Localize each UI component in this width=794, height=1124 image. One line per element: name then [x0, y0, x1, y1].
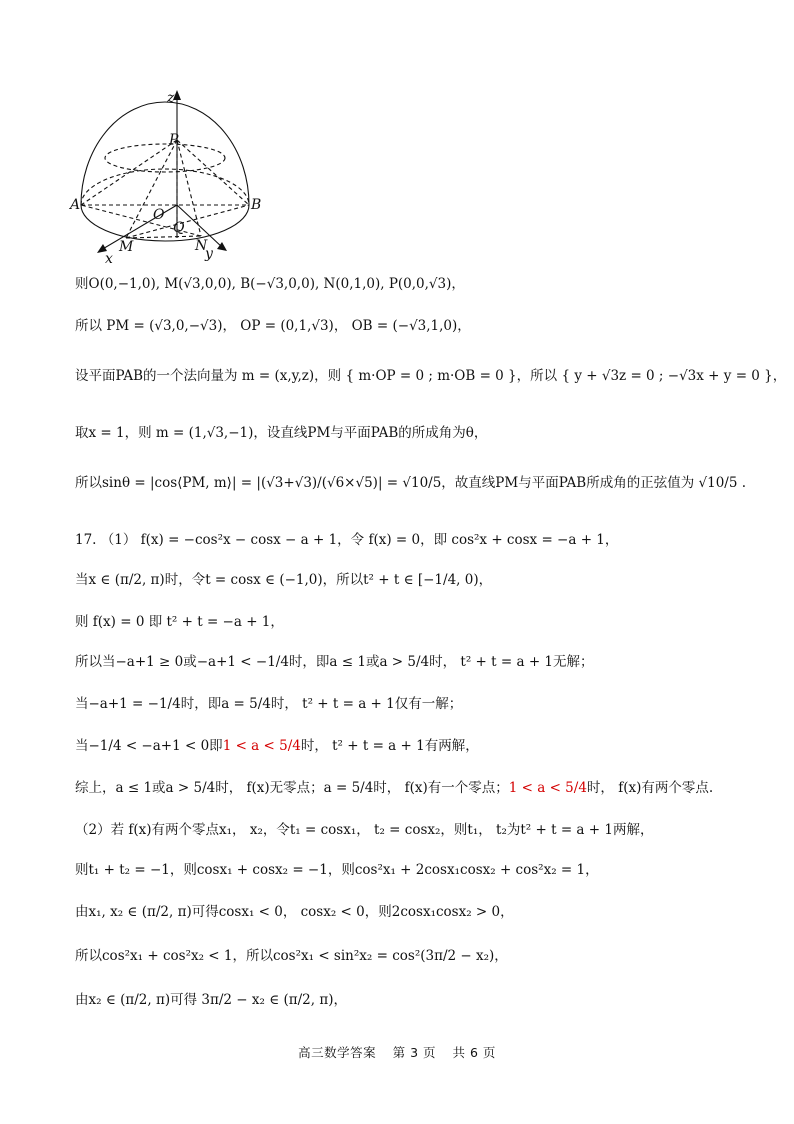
solution-line: [75, 902, 514, 922]
highlight-text: 1 < a < 5/4: [222, 738, 301, 754]
solution-line: [75, 778, 713, 798]
solution-line: [75, 652, 594, 672]
dome-arc: [81, 102, 249, 205]
label-x: x: [105, 251, 113, 267]
solution-line: [75, 570, 492, 590]
solution-line: [75, 990, 347, 1010]
label-z: z: [167, 90, 175, 106]
label-A: A: [70, 197, 81, 213]
page-footer: [0, 1043, 794, 1061]
solution-line: [75, 946, 508, 966]
solution-line: [75, 694, 462, 714]
footer-total: 共 6 页: [452, 1045, 496, 1060]
line-text: 设平面PAB的一个法向量为 m = (x,y,z)，则 { m·OP = 0 ; m·OB = 0 }，所以 { y + √3z = 0 ; −√3x + y = 0 }，: [75, 368, 787, 384]
label-y: y: [205, 246, 213, 262]
hemisphere-figure: [65, 88, 265, 268]
label-N: N: [195, 238, 208, 254]
solution-line: [75, 530, 618, 550]
solution-line: [75, 473, 746, 493]
line-text: 由x₂ ∈ (π/2, π)可得 3π/2 − x₂ ∈ (π/2, π)，: [75, 992, 347, 1008]
solution-line: [75, 860, 599, 880]
line-text: 综上，a ≤ 1或a > 5/4时， f(x)无零点；a = 5/4时， f(x)有一个零点；: [75, 780, 509, 796]
line-text: 所以sinθ = |cos⟨PM, m⟩| = |(√3+√3)/(√6×√5)| = √10/5，故直线PM与平面PAB所成角的正弦值为 √10/5 .: [75, 475, 747, 491]
label-Q: Q: [173, 220, 185, 236]
base-back: [81, 169, 249, 205]
line-text: 当−1/4 < −a+1 < 0即: [75, 738, 223, 754]
line-text: 所以当−a+1 ≥ 0或−a+1 < −1/4时，即a ≤ 1或a > 5/4时， t² + t = a + 1无解；: [75, 654, 594, 670]
line-text: 当x ∈ (π/2, π)时，令t = cosx ∈ (−1,0)，所以t² + t ∈ [−1/4, 0)，: [75, 572, 493, 588]
solution-line: [75, 316, 471, 336]
solution-line: [75, 423, 487, 443]
line-text: 取x = 1，则 m = (1,√3,−1)，设直线PM与平面PAB的所成角为θ，: [75, 425, 488, 441]
solution-line: [75, 736, 479, 756]
line-text: 当−a+1 = −1/4时，即a = 5/4时， t² + t = a + 1仅有一解；: [75, 696, 463, 712]
footer-title: 高三数学答案: [298, 1045, 377, 1060]
solution-line: [75, 366, 786, 386]
base-front: [81, 205, 249, 241]
line-text: 由x₁, x₂ ∈ (π/2, π)可得cosx₁ < 0， cosx₂ < 0，则2cosx₁cosx₂ > 0，: [75, 904, 514, 920]
label-M: M: [119, 239, 134, 255]
solution-line: [75, 612, 284, 632]
line-text: 则 f(x) = 0 即 t² + t = −a + 1，: [75, 614, 284, 630]
solution-line: [75, 820, 653, 840]
line-text-after: 时， f(x)有两个零点.: [586, 780, 714, 796]
line-text: 17. （1） f(x) = −cos²x − cosx − a + 1，令 f(x) = 0，即 cos²x + cosx = −a + 1，: [75, 532, 619, 548]
highlight-text: 1 < a < 5/4: [508, 780, 587, 796]
label-P: P: [169, 132, 179, 148]
label-B: B: [251, 197, 262, 213]
line-text: 则t₁ + t₂ = −1，则cosx₁ + cosx₂ = −1，则cos²x₁ + 2cosx₁cosx₂ + cos²x₂ = 1，: [75, 862, 599, 878]
line-text: 则O(0,−1,0), M(√3,0,0), B(−√3,0,0), N(0,1,0), P(0,0,√3)，: [75, 276, 465, 292]
solution-line: [75, 274, 465, 294]
line-text: 所以cos²x₁ + cos²x₂ < 1，所以cos²x₁ < sin²x₂ = cos²(3π/2 − x₂)，: [75, 948, 508, 964]
label-O: O: [153, 207, 165, 223]
footer-page: 第 3 页: [392, 1045, 436, 1060]
line-text-after: 时， t² + t = a + 1有两解，: [300, 738, 479, 754]
line-text: （2）若 f(x)有两个零点x₁， x₂，令t₁ = cosx₁， t₂ = cosx₂，则t₁， t₂为t² + t = a + 1两解，: [75, 822, 654, 838]
line-text: 所以 PM = (√3,0,−√3)， OP = (0,1,√3)， OB = (−√3,1,0)，: [75, 318, 471, 334]
